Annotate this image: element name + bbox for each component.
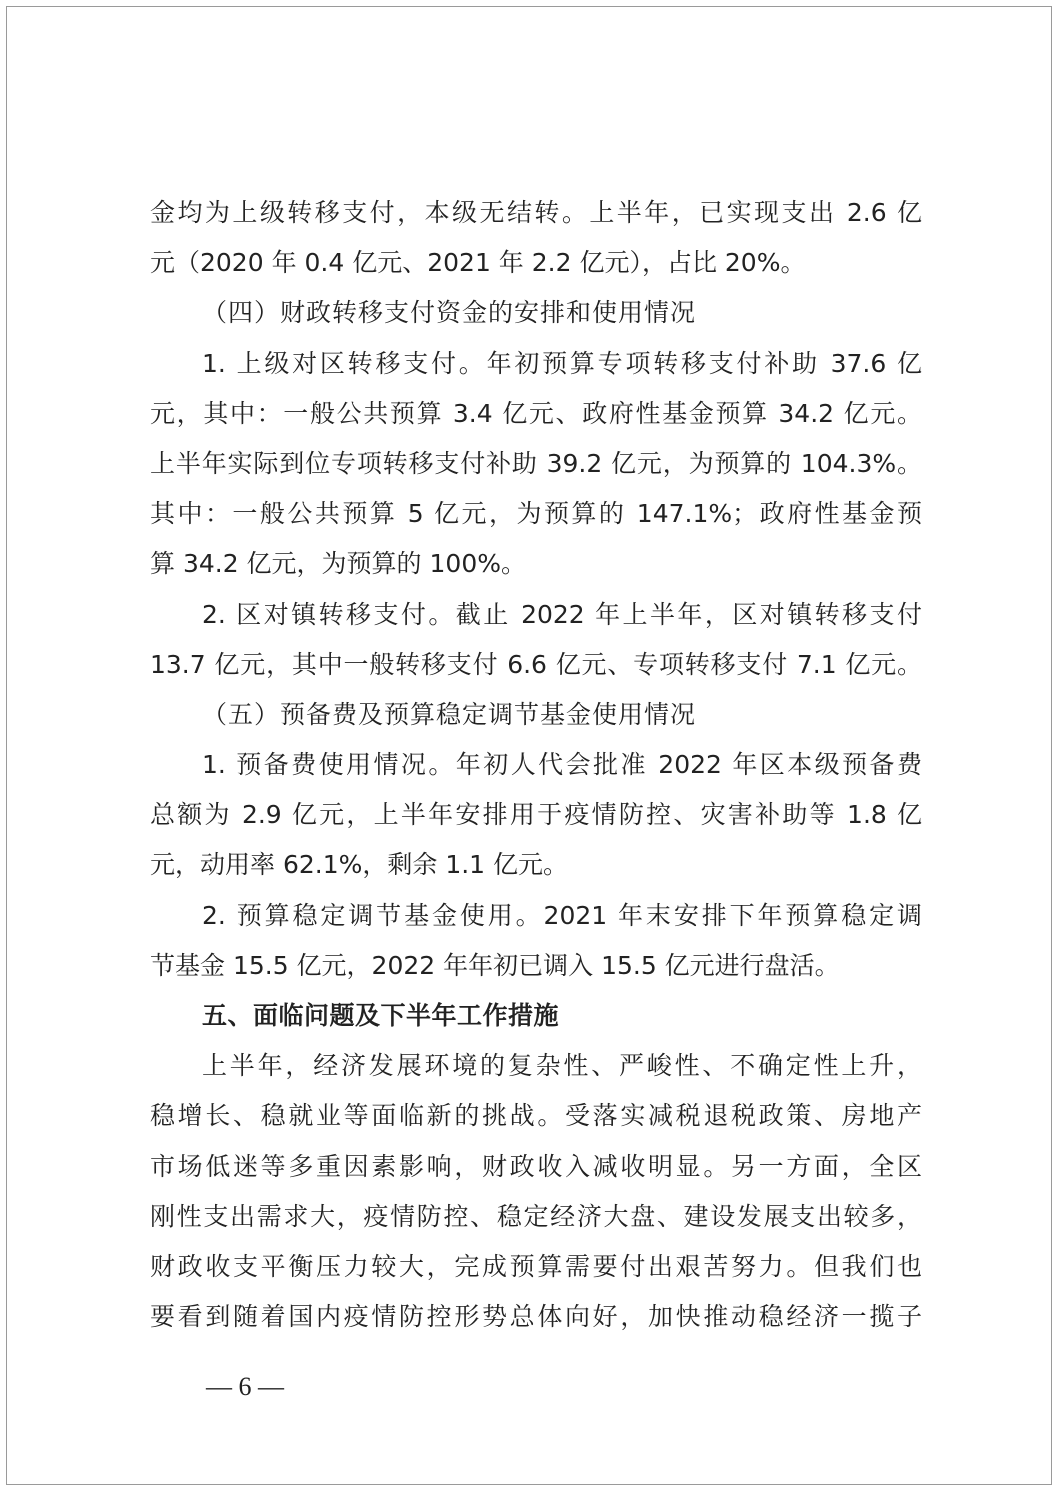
paragraph-line: 节基金 15.5 亿元，2022 年年初已调入 15.5 亿元进行盘活。 (150, 950, 840, 980)
paragraph-line: 其中：一般公共预算 5 亿元，为预算的 147.1%；政府性基金预 (150, 499, 922, 529)
section-heading-5: 五、面临问题及下半年工作措施 (202, 1001, 560, 1030)
document-body (150, 188, 922, 1342)
paragraph-line: 稳增长、稳就业等面临新的挑战。受落实减税退税政策、房地产 (150, 1101, 922, 1131)
paragraph-line: 算 34.2 亿元，为预算的 100%。 (150, 549, 526, 579)
paragraph-line: 金均为上级转移支付，本级无结转。上半年，已实现支出 2.6 亿 (150, 198, 922, 227)
paragraph-line: 刚性支出需求大，疫情防控、稳定经济大盘、建设发展支出较多， (150, 1201, 922, 1231)
paragraph-line: 上半年实际到位专项转移支付补助 39.2 亿元，为预算的 104.3%。 (150, 448, 922, 478)
paragraph-line: 要看到随着国内疫情防控形势总体向好，加快推动稳经济一揽子 (150, 1302, 922, 1332)
paragraph-line: 1. 预备费使用情况。年初人代会批准 2022 年区本级预备费 (202, 750, 922, 780)
paragraph-line: 市场低迷等多重因素影响，财政收入减收明显。另一方面，全区 (150, 1151, 922, 1181)
paragraph-line: 2. 区对镇转移支付。截止 2022 年上半年，区对镇转移支付 (202, 599, 922, 629)
paragraph-line: 元，其中：一般公共预算 3.4 亿元、政府性基金预算 34.2 亿元。 (150, 398, 922, 428)
sub-heading-5: （五）预备费及预算稳定调节基金使用情况 (202, 699, 697, 729)
paragraph-line: 元，动用率 62.1%，剩余 1.1 亿元。 (150, 850, 569, 880)
paragraph-line: 上半年，经济发展环境的复杂性、严峻性、不确定性上升， (202, 1051, 922, 1081)
paragraph-line: 1. 上级对区转移支付。年初预算专项转移支付补助 37.6 亿 (202, 348, 922, 378)
paragraph-line: 元（2020 年 0.4 亿元、2021 年 2.2 亿元），占比 20%。 (150, 248, 806, 278)
page-number: — 6 — (206, 1372, 284, 1401)
paragraph-line: 财政收支平衡压力较大，完成预算需要付出艰苦努力。但我们也 (150, 1251, 922, 1281)
paragraph-line: 总额为 2.9 亿元，上半年安排用于疫情防控、灾害补助等 1.8 亿 (150, 800, 922, 830)
paragraph-line: 2. 预算稳定调节基金使用。2021 年末安排下年预算稳定调 (202, 900, 922, 930)
paragraph-line: 13.7 亿元，其中一般转移支付 6.6 亿元、专项转移支付 7.1 亿元。 (150, 649, 922, 679)
sub-heading-4: （四）财政转移支付资金的安排和使用情况 (202, 298, 697, 328)
